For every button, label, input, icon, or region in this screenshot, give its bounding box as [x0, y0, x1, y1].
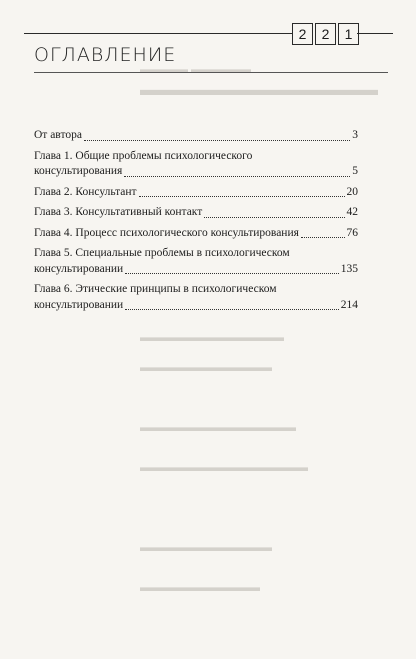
header-rule: [357, 33, 393, 34]
toc-entry-title-continued: консультировании: [34, 262, 124, 275]
header-rule: [24, 33, 292, 34]
page-number: [292, 23, 361, 45]
toc-entry-title: Глава 3. Консультативный контакт: [34, 206, 203, 218]
title-underline: [34, 72, 388, 73]
toc-entry-title: От автора: [34, 129, 82, 141]
toc-entry: [34, 282, 358, 313]
toc-entry-title: Глава 4. Процесс психологического консультирования: [34, 226, 299, 239]
bleed-through-text: ▬▬▬▬ ▬▬▬▬▬: [140, 62, 251, 76]
toc-entry: [34, 226, 358, 242]
leader-dots: [124, 176, 350, 177]
leader-dots: [139, 196, 345, 197]
toc-entry-title-continued: консультировании: [34, 298, 124, 311]
bleed-through-text: ▬▬▬▬▬▬▬▬▬▬▬▬▬▬: [140, 80, 378, 99]
bleed-through-text: ▬▬▬▬▬▬▬▬▬▬▬▬: [140, 330, 284, 344]
bleed-through-text: ▬▬▬▬▬▬▬▬▬▬▬▬▬▬: [140, 460, 308, 474]
toc-entry: [34, 185, 358, 201]
toc-entry-title: Глава 6. Этические принципы в психологическом: [34, 283, 277, 295]
bleed-through-text: ▬▬▬▬▬▬▬▬▬▬▬: [140, 360, 272, 374]
leader-dots: [125, 273, 339, 274]
page-number-digit: 2: [315, 23, 336, 45]
table-of-contents: [34, 128, 358, 318]
toc-entry: [34, 128, 358, 144]
leader-dots: [84, 140, 350, 141]
bleed-through-text: ▬▬▬▬▬▬▬▬▬▬▬: [140, 540, 272, 554]
toc-entry-page: 76: [346, 226, 358, 239]
toc-entry-page: 20: [346, 185, 358, 198]
toc-entry-page: 135: [340, 262, 358, 275]
leader-dots: [301, 237, 345, 238]
toc-entry-title: Глава 5. Специальные проблемы в психологическом: [34, 247, 290, 259]
toc-entry: [34, 149, 358, 180]
bleed-through-text: ▬▬▬▬▬▬▬▬▬▬: [140, 580, 260, 594]
page-number-digit: 1: [338, 23, 359, 45]
toc-entry-title-continued: консультирования: [34, 165, 123, 177]
toc-entry-page: 5: [352, 165, 358, 177]
toc-entry-title: Глава 2. Консультант: [34, 185, 137, 198]
page-number-digit: 2: [292, 23, 313, 45]
toc-entry: [34, 246, 358, 277]
toc-entry-page: 214: [340, 298, 358, 311]
toc-entry-page: 42: [346, 206, 358, 218]
toc-entry-title: Глава 1. Общие проблемы психологического: [34, 149, 253, 162]
toc-entry-page: 3: [352, 129, 358, 141]
page-title: ОГЛАВЛЕНИЕ: [34, 44, 177, 66]
leader-dots: [125, 309, 339, 310]
leader-dots: [204, 217, 344, 218]
toc-entry: [34, 205, 358, 221]
bleed-through-text: ▬▬▬▬▬▬▬▬▬▬▬▬▬: [140, 420, 296, 434]
